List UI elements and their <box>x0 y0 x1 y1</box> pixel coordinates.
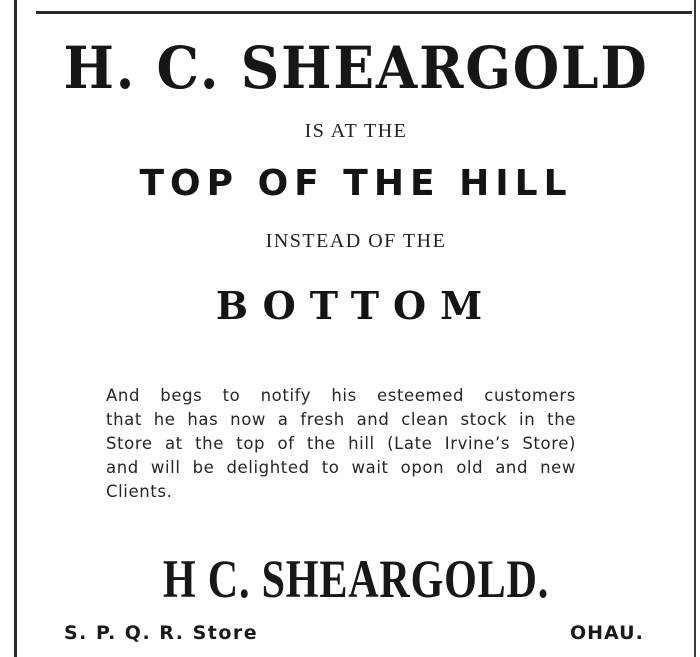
headline: H. C. SHEARGOLD <box>63 34 649 102</box>
body-line: And begs to notify his esteemed customers <box>106 386 576 405</box>
signature: H C. SHEARGOLD. <box>162 549 550 609</box>
right-column-rule <box>694 0 696 657</box>
line-is-at: IS AT THE <box>304 120 408 142</box>
location: OHAU. <box>570 622 644 644</box>
body-line: and will be delighted to wait opon old and new <box>106 458 576 477</box>
left-column-rule <box>14 0 17 657</box>
body-line: Clients. <box>106 482 173 501</box>
body-paragraph <box>106 384 576 504</box>
line-top-of-hill: TOP OF THE HILL <box>139 163 573 204</box>
line-instead: INSTEAD OF THE <box>265 230 447 252</box>
body-line: that he has now a fresh and clean stock in the <box>106 410 576 429</box>
body-line: Store at the top of the hill (Late Irvine’s Store) <box>106 434 576 453</box>
top-border-rule <box>36 11 692 14</box>
line-bottom: BOTTOM <box>215 283 497 328</box>
store-name: S. P. Q. R. Store <box>64 622 259 644</box>
